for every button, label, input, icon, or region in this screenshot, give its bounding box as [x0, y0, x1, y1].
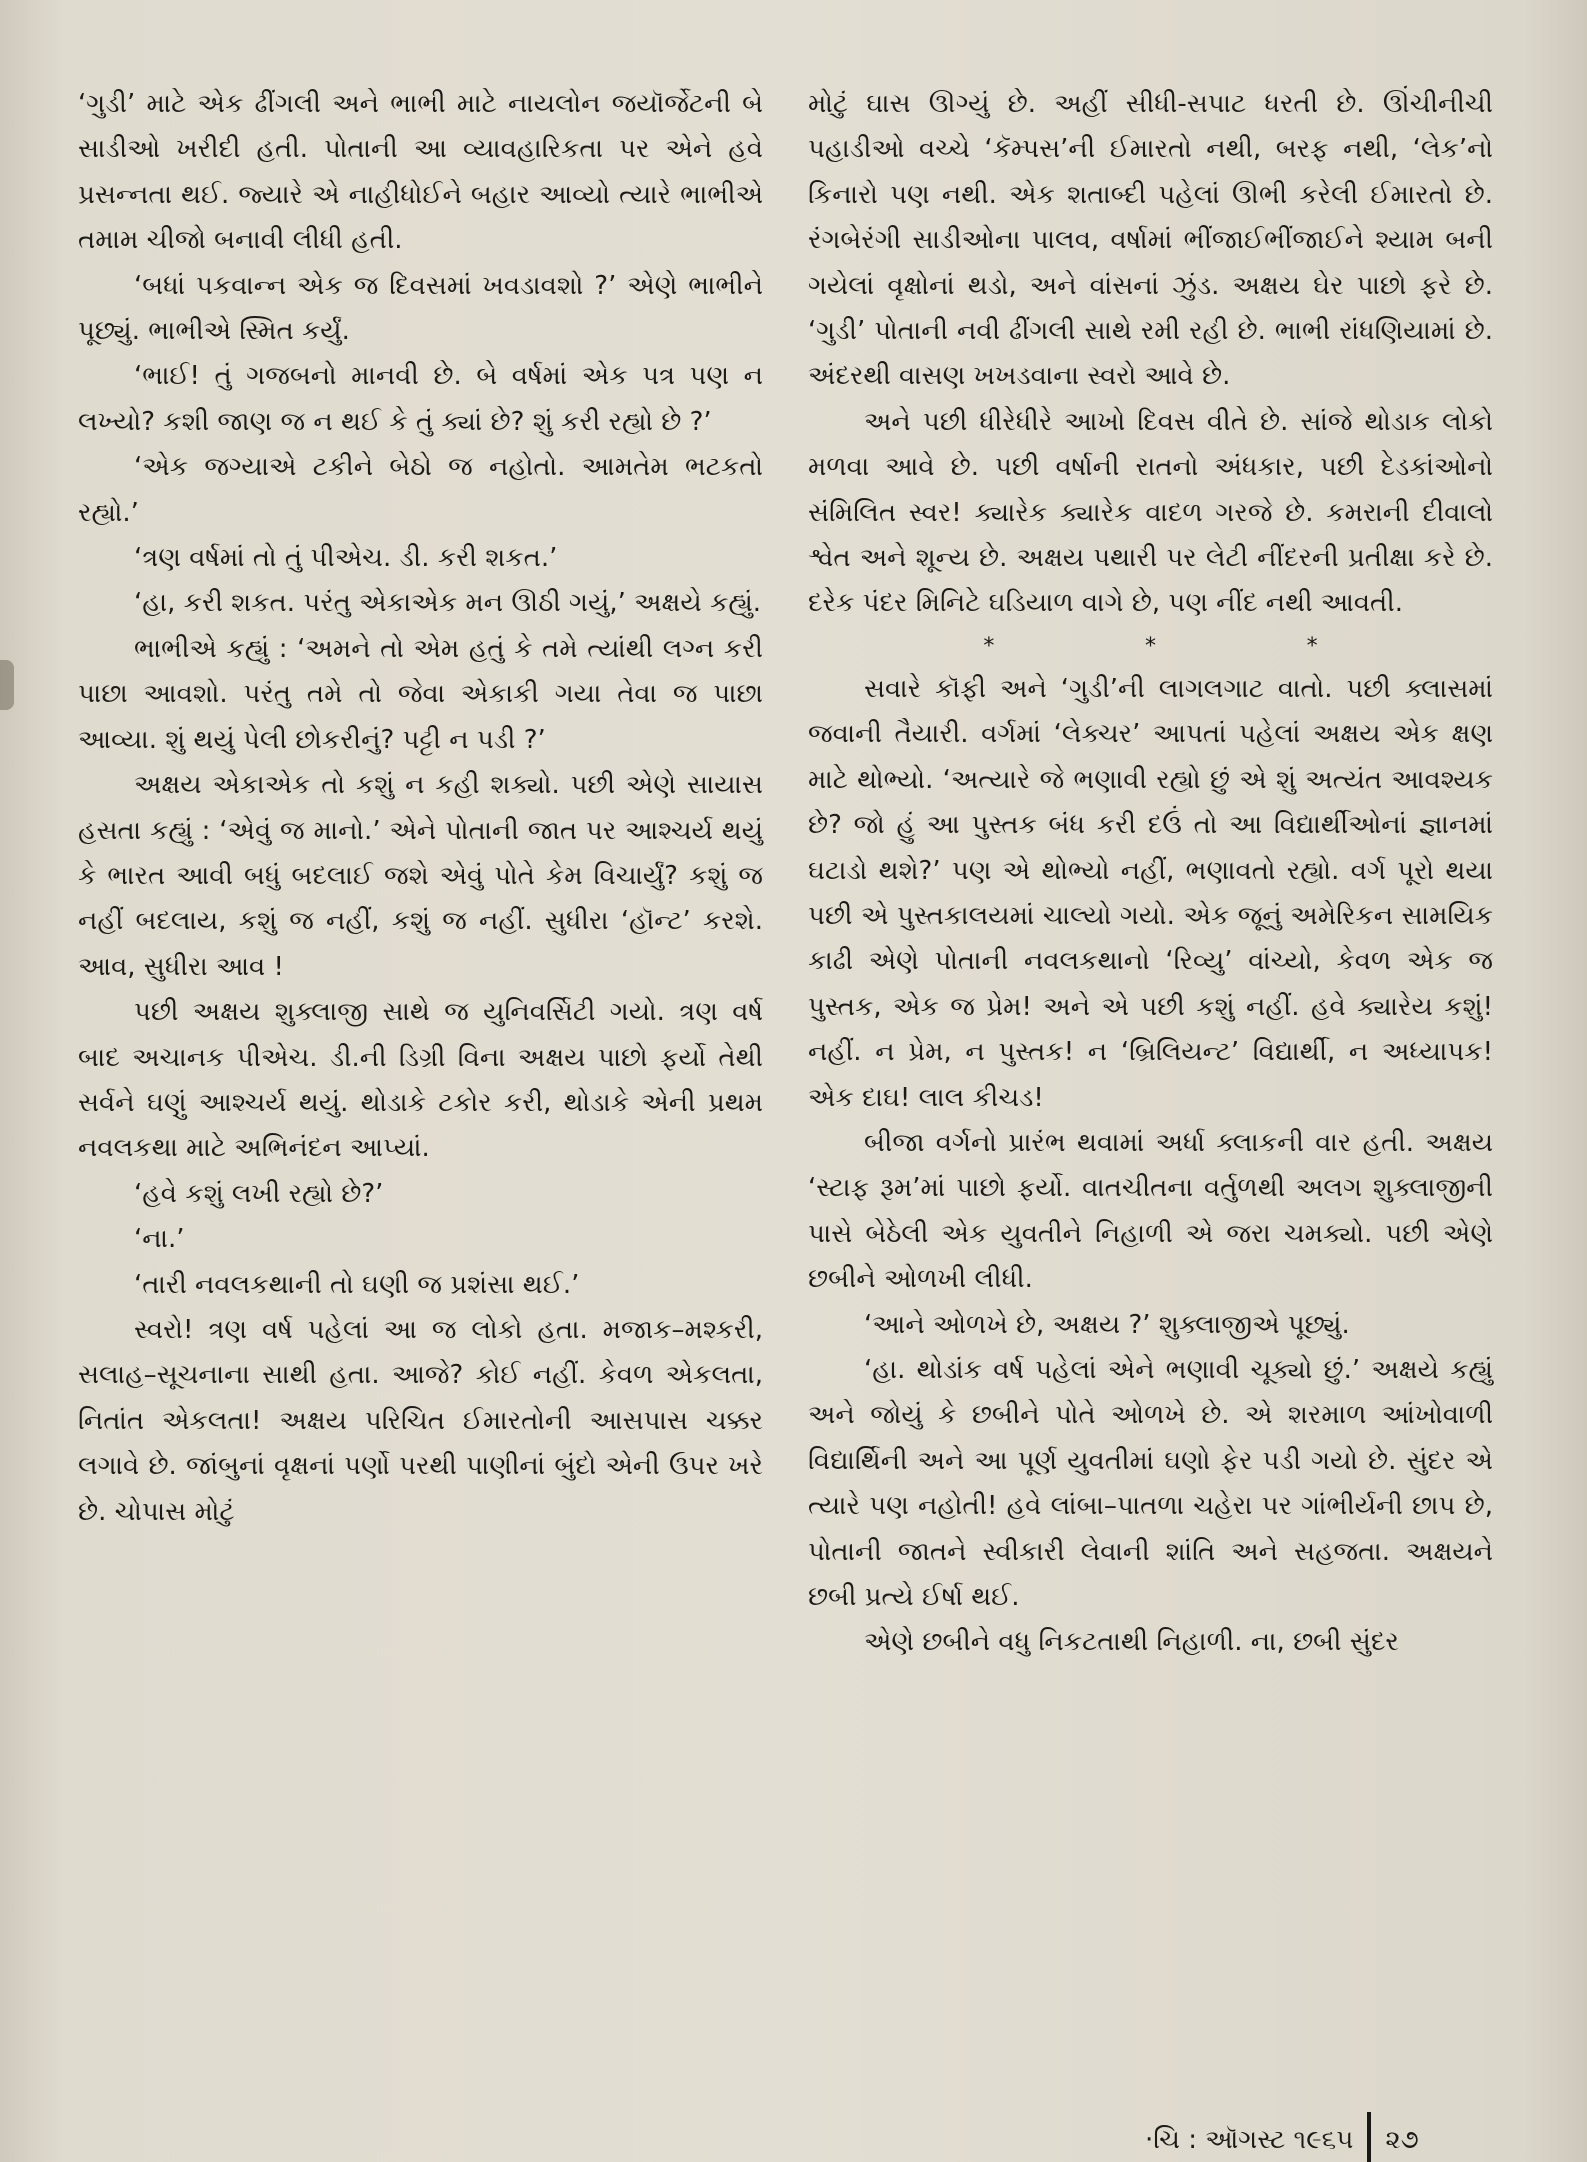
paragraph: સ્વરો! ત્રણ વર્ષ પહેલાં આ જ લોકો હતા. મજાક–મશ્કરી, સલાહ–સૂચનાના સાથી હતા. આજે? કોઈ નહીં. કેવળ એકલતા, નિતાંત એકલતા! અક્ષય પરિચિત ઈમારતોની આસપાસ ચક્કર લગાવે છે. જાંબુનાં વૃક્ષનાં પર્ણો પરથી પાણીનાં બુંદો એની ઉપર ખરે છે. ચોપાસ મોટું	[78, 1314, 763, 1527]
page-footer	[1145, 2112, 1565, 2162]
paragraph: અને પછી ધીરેધીરે આખો દિવસ વીતે છે. સાંજે થોડાક લોકો મળવા આવે છે. પછી વર્ષાની રાતનો અંધકાર, પછી દેડકાંઓનો સંમિલિત સ્વર! ક્યારેક ક્યારેક વાદળ ગરજે છે. કમરાની દીવાલો શ્વેત અને શૂન્ય છે. અક્ષય પથારી પર લેટી નીંદરની પ્રતીક્ષા કરે છે. દરેક પંદર મિનિટે ઘડિયાળ વાગે છે, પણ નીંદ નથી આવતી.	[808, 406, 1493, 619]
separator-star: *	[1144, 633, 1156, 659]
paragraph: ‘હવે કશું લખી રહ્યો છે?’	[134, 1178, 384, 1209]
issue-label: ·ચિ : ઑગસ્ટ ૧૯૬૫	[1145, 2125, 1354, 2155]
paragraph: સવારે કૉફી અને ‘ગુડી’ની લાગલગાટ વાતો. પછી ક્લાસમાં જવાની તૈયારી. વર્ગમાં ‘લેક્ચર’ આપતાં પહેલાં અક્ષય એક ક્ષણ માટે થોભ્યો. ‘અત્યારે જે ભણાવી રહ્યો છું એ શું અત્યંત આવશ્યક છે? જો હું આ પુસ્તક બંધ કરી દઉં તો આ વિદ્યાર્થીઓનાં જ્ઞાનમાં ઘટાડો થશે?’ પણ એ થોભ્યો નહીં, ભણાવતો રહ્યો. વર્ગ પૂરો થયા પછી એ પુસ્તકાલયમાં ચાલ્યો ગયો. એક જૂનું અમેરિકન સામયિક કાઢી એણે પોતાની નવલકથાનો ‘રિવ્યુ’ વાંચ્યો, કેવળ એક જ પુસ્તક, એક જ પ્રેમ! અને એ પછી કશું નહીં. હવે ક્યારેય કશું! નહીં. ન પ્રેમ, ન પુસ્તક! ન ‘બ્રિલિયન્ટ’ વિદ્યાર્થી, ન અધ્યાપક! એક દાઘ! લાલ કીચડ!	[808, 673, 1493, 1113]
separator-star: *	[983, 633, 995, 659]
page-number: ૨૭	[1385, 2125, 1419, 2155]
paragraph: ભાભીએ કહ્યું : ‘અમને તો એમ હતું કે તમે ત્યાંથી લગ્ન કરી પાછા આવશો. પરંતુ તમે તો જેવા એકાકી ગયા તેવા જ પાછા આવ્યા. શું થયું પેલી છોકરીનું? પટ્ટી ન પડી ?’	[78, 633, 763, 755]
binding-mark	[0, 660, 14, 710]
paragraph: ‘ના.’	[134, 1224, 185, 1255]
paragraph: અક્ષય એકાએક તો કશું ન કહી શક્યો. પછી એણે સાયાસ હસતા કહ્યું : ‘એવું જ માનો.’ એને પોતાની જાત પર આશ્ચર્ય થયું કે ભારત આવી બધું બદલાઈ જશે એવું પોતે કેમ વિચાર્યું? કશું જ નહીં બદલાય, કશું જ નહીં, કશું જ નહીં. સુધીરા ‘હૉન્ટ’ કરશે. આવ, સુધીરા આવ !	[78, 770, 763, 982]
paragraph: ‘ભાઈ! તું ગજબનો માનવી છે. બે વર્ષમાં એક પત્ર પણ ન લખ્યો? કશી જાણ જ ન થઈ કે તું ક્યાં છે? શું કરી રહ્યો છે ?’	[78, 361, 763, 437]
paragraph: પછી અક્ષય શુક્લાજી સાથે જ યુનિવર્સિટી ગયો. ત્રણ વર્ષ બાદ અચાનક પીએચ. ડી.ની ડિગ્રી વિના અક્ષય પાછો ફર્યો તેથી સર્વને ઘણું આશ્ચર્ય થયું. થોડાકે ટકોર કરી, થોડાકે એની પ્રથમ નવલકથા માટે અભિનંદન આપ્યાં.	[78, 997, 763, 1164]
paragraph: ‘ત્રણ વર્ષમાં તો તું પીએચ. ડી. કરી શકત.’	[134, 543, 558, 574]
paragraph: ‘આને ઓળખે છે, અક્ષય ?’ શુક્લાજીએ પૂછ્યું.	[864, 1309, 1350, 1340]
separator-star: *	[1306, 633, 1318, 659]
left-column	[78, 82, 763, 1535]
paragraph: ‘હા, કરી શકત. પરંતુ એકાએક મન ઊઠી ગયું,’ અક્ષયે કહ્યું.	[134, 588, 762, 619]
right-column	[808, 82, 1493, 1666]
paragraph: બીજા વર્ગનો પ્રારંભ થવામાં અર્ધા ક્લાકની વાર હતી. અક્ષય ‘સ્ટાફ રૂમ’માં પાછો ફર્યો. વાતચીતના વર્તુળથી અલગ શુક્લાજીની પાસે બેઠેલી એક યુવતીને નિહાળી એ જરા ચમક્યો. પછી એણે છબીને ઓળખી લીધી.	[808, 1127, 1493, 1295]
footer-divider	[1367, 2112, 1371, 2162]
paragraph: ‘તારી નવલકથાની તો ઘણી જ પ્રશંસા થઈ.’	[134, 1269, 580, 1300]
section-separator	[808, 627, 1493, 667]
paragraph: ‘એક જગ્યાએ ટકીને બેઠો જ નહોતો. આમતેમ ભટકતો રહ્યો.’	[78, 452, 763, 528]
paragraph: ‘હા. થોડાંક વર્ષ પહેલાં એને ભણાવી ચૂક્યો છું.’ અક્ષયે કહ્યું અને જોયું કે છબીને પોતે ઓળખે છે. એ શરમાળ આંખોવાળી વિદ્યાર્થિની અને આ પૂર્ણ યુવતીમાં ઘણો ફેર પડી ગયો છે. સુંદર એ ત્યારે પણ નહોતી! હવે લાંબા–પાતળા ચહેરા પર ગાંભીર્યની છાપ છે, પોતાની જાતને સ્વીકારી લેવાની શાંતિ અને સહજતા. અક્ષયને છબી પ્રત્યે ઈર્ષા થઈ.	[808, 1354, 1493, 1612]
paragraph: એણે છબીને વધુ નિકટતાથી નિહાળી. ના, છબી સુંદર	[864, 1627, 1399, 1658]
paragraph: ‘ગુડી’ માટે એક ઢીંગલી અને ભાભી માટે નાયલોન જયૉર્જેટની બે સાડીઓ ખરીદી હતી. પોતાની આ વ્યાવહારિકતા પર એને હવે પ્રસન્નતા થઈ. જ્યારે એ નાહીધોઈને બહાર આવ્યો ત્યારે ભાભીએ તમામ ચીજો બનાવી લીધી હતી.	[78, 89, 763, 256]
paragraph: મોટું ઘાસ ઊગ્યું છે. અહીં સીધી-સપાટ ધરતી છે. ઊંચીનીચી પહાડીઓ વચ્ચે ‘કૅમ્પસ’ની ઈમારતો નથી, બરફ નથી, ‘લેક’નો કિનારો પણ નથી. એક શતાબ્દી પહેલાં ઊભી કરેલી ઈમારતો છે. રંગબેરંગી સાડીઓના પાલવ, વર્ષામાં ભીંજાઈભીંજાઈને શ્યામ બની ગયેલાં વૃક્ષોનાં થડો, અને વાંસનાં ઝુંડ. અક્ષય ઘેર પાછો ફરે છે. ‘ગુડી’ પોતાની નવી ઢીંગલી સાથે રમી રહી છે. ભાભી રાંધણિયામાં છે. અંદરથી વાસણ ખખડવાના સ્વરો આવે છે.	[808, 89, 1493, 392]
paragraph: ‘બધાં પકવાન્ન એક જ દિવસમાં ખવડાવશો ?’ એણે ભાભીને પૂછ્યું. ભાભીએ સ્મિત કર્યું.	[78, 270, 763, 347]
